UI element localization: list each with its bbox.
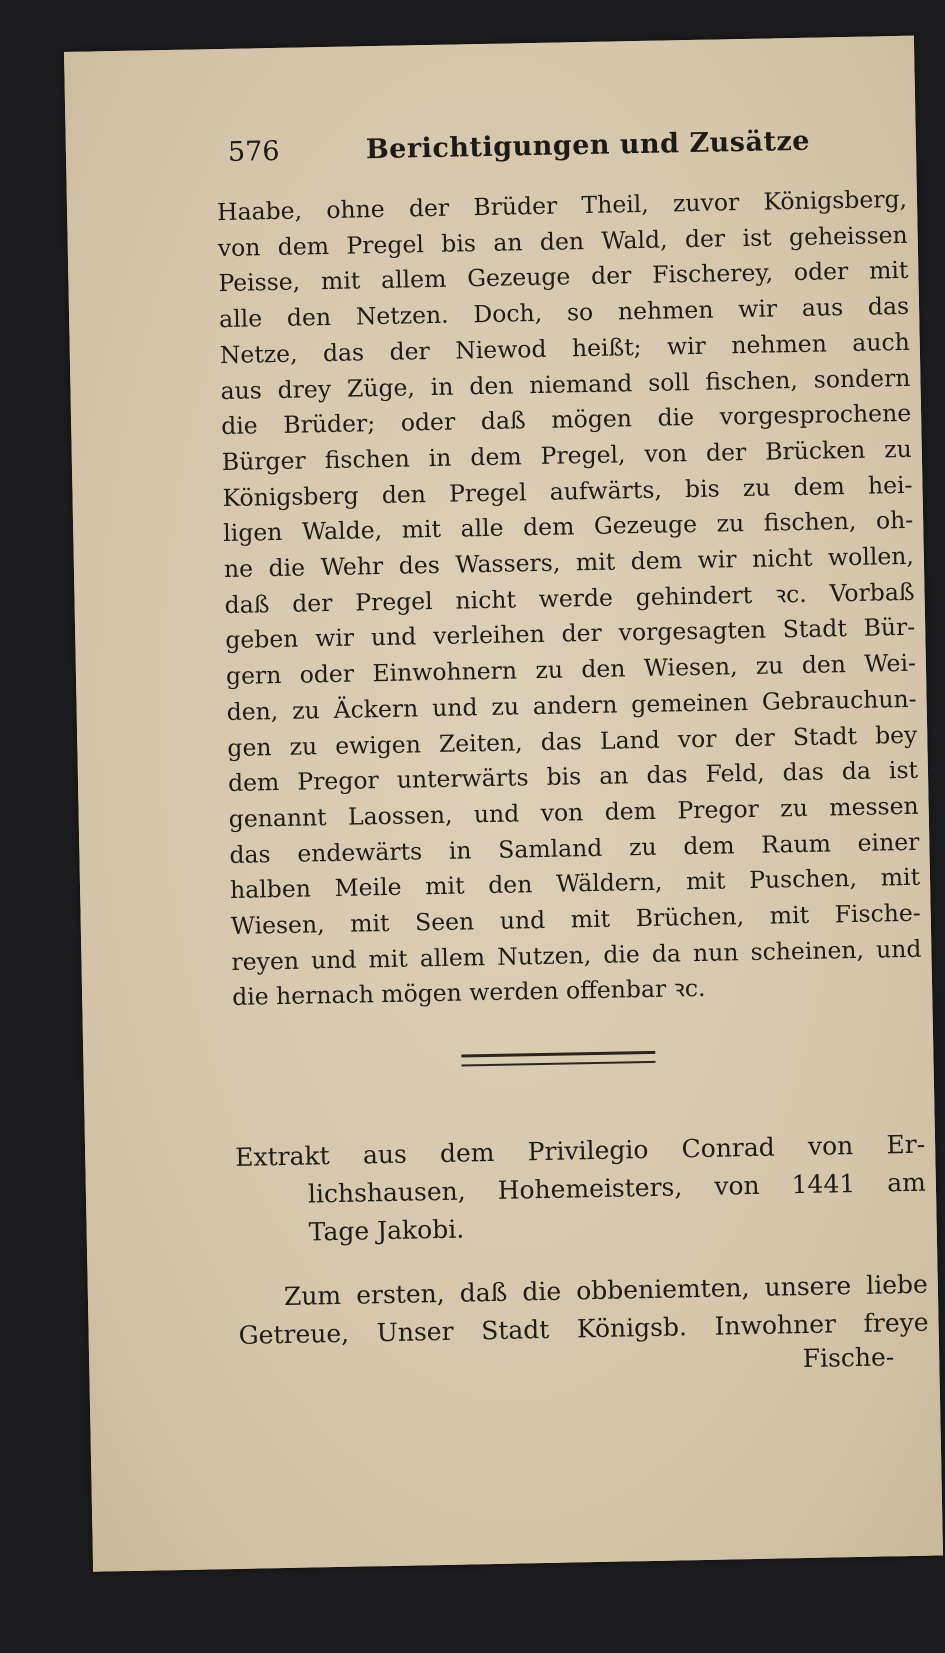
text-line: Bürger fischen in dem Pregel, von der Brücken zu xyxy=(221,434,913,476)
text-line: ne die Wehr des Wassers, mit dem wir nicht wollen, xyxy=(223,541,915,584)
text-line: die hernach mögen werden offenbar ꝛc. xyxy=(231,974,706,1012)
text-line: genannt Laossen, und von dem Pregor zu messen xyxy=(228,791,919,833)
text-line: aus drey Züge, in den niemand soll fischen, sondern xyxy=(220,363,911,405)
extract-heading xyxy=(235,1126,927,1253)
text-line: den, zu Äckern und zu andern gemeinen Gebrauchun- xyxy=(226,684,917,726)
text-line: Haabe, ohne der Brüder Theil, zuvor Königsberg, xyxy=(216,184,908,227)
text-line: daß der Pregel nicht werde gehindert ꝛc. Vorbaß xyxy=(224,577,915,619)
text-line: das endewärts in Samland zu dem Raum einer xyxy=(229,827,920,869)
paragraph-line: Zum ersten, daß die obbeniemten, unsere liebe xyxy=(283,1269,929,1312)
text-line: gern oder Einwohnern zu den Wiesen, zu den Wei- xyxy=(225,648,917,691)
text-line: reyen und mit allem Nutzen, die da nun scheinen, und xyxy=(231,934,922,976)
text-line: Netze, das der Niewod heißt; wir nehmen auch xyxy=(219,327,910,369)
final-paragraph xyxy=(238,1266,929,1355)
extract-line: lichshausen, Hohemeisters, von 1441 am xyxy=(307,1167,927,1209)
page-number: 576 xyxy=(227,135,280,168)
text-line: die Brüder; oder daß mögen die vorgesprochene xyxy=(220,399,912,441)
book-page xyxy=(64,36,943,1572)
text-line: Königsberg den Pregel aufwärts, bis zu dem hei- xyxy=(222,470,913,512)
text-line: von dem Pregel bis an den Wald, der ist geheissen xyxy=(217,220,908,262)
body-text xyxy=(217,182,923,1016)
section-divider xyxy=(461,1051,655,1067)
catchword: Fische- xyxy=(802,1342,895,1374)
text-line: ligen Walde, mit alle dem Gezeuge zu fischen, oh- xyxy=(223,506,914,548)
page-header xyxy=(228,125,849,177)
text-line: geben wir und verleihen der vorgesagten Stadt Bür- xyxy=(225,613,916,655)
running-title: Berichtigungen und Zusätze xyxy=(365,125,811,166)
extract-line: Tage Jakobi. xyxy=(308,1214,465,1247)
text-line: Wiesen, mit Seen und mit Brüchen, mit Fische- xyxy=(230,898,921,941)
text-line: alle den Netzen. Doch, so nehmen wir aus das xyxy=(218,291,910,334)
paragraph-line: Getreue, Unser Stadt Königsb. Inwohner freye xyxy=(238,1307,929,1350)
text-line: halben Meile mit den Wäldern, mit Puschen, mit xyxy=(229,863,921,905)
text-line: gen zu ewigen Zeiten, das Land vor der Stadt bey xyxy=(227,720,918,762)
text-line: Peisse, mit allem Gezeuge der Fischerey, oder mit xyxy=(218,256,909,298)
extract-line: Extrakt aus dem Privilegio Conrad von Er- xyxy=(234,1129,926,1172)
text-line: dem Pregor unterwärts bis an das Feld, das da ist xyxy=(227,755,919,798)
